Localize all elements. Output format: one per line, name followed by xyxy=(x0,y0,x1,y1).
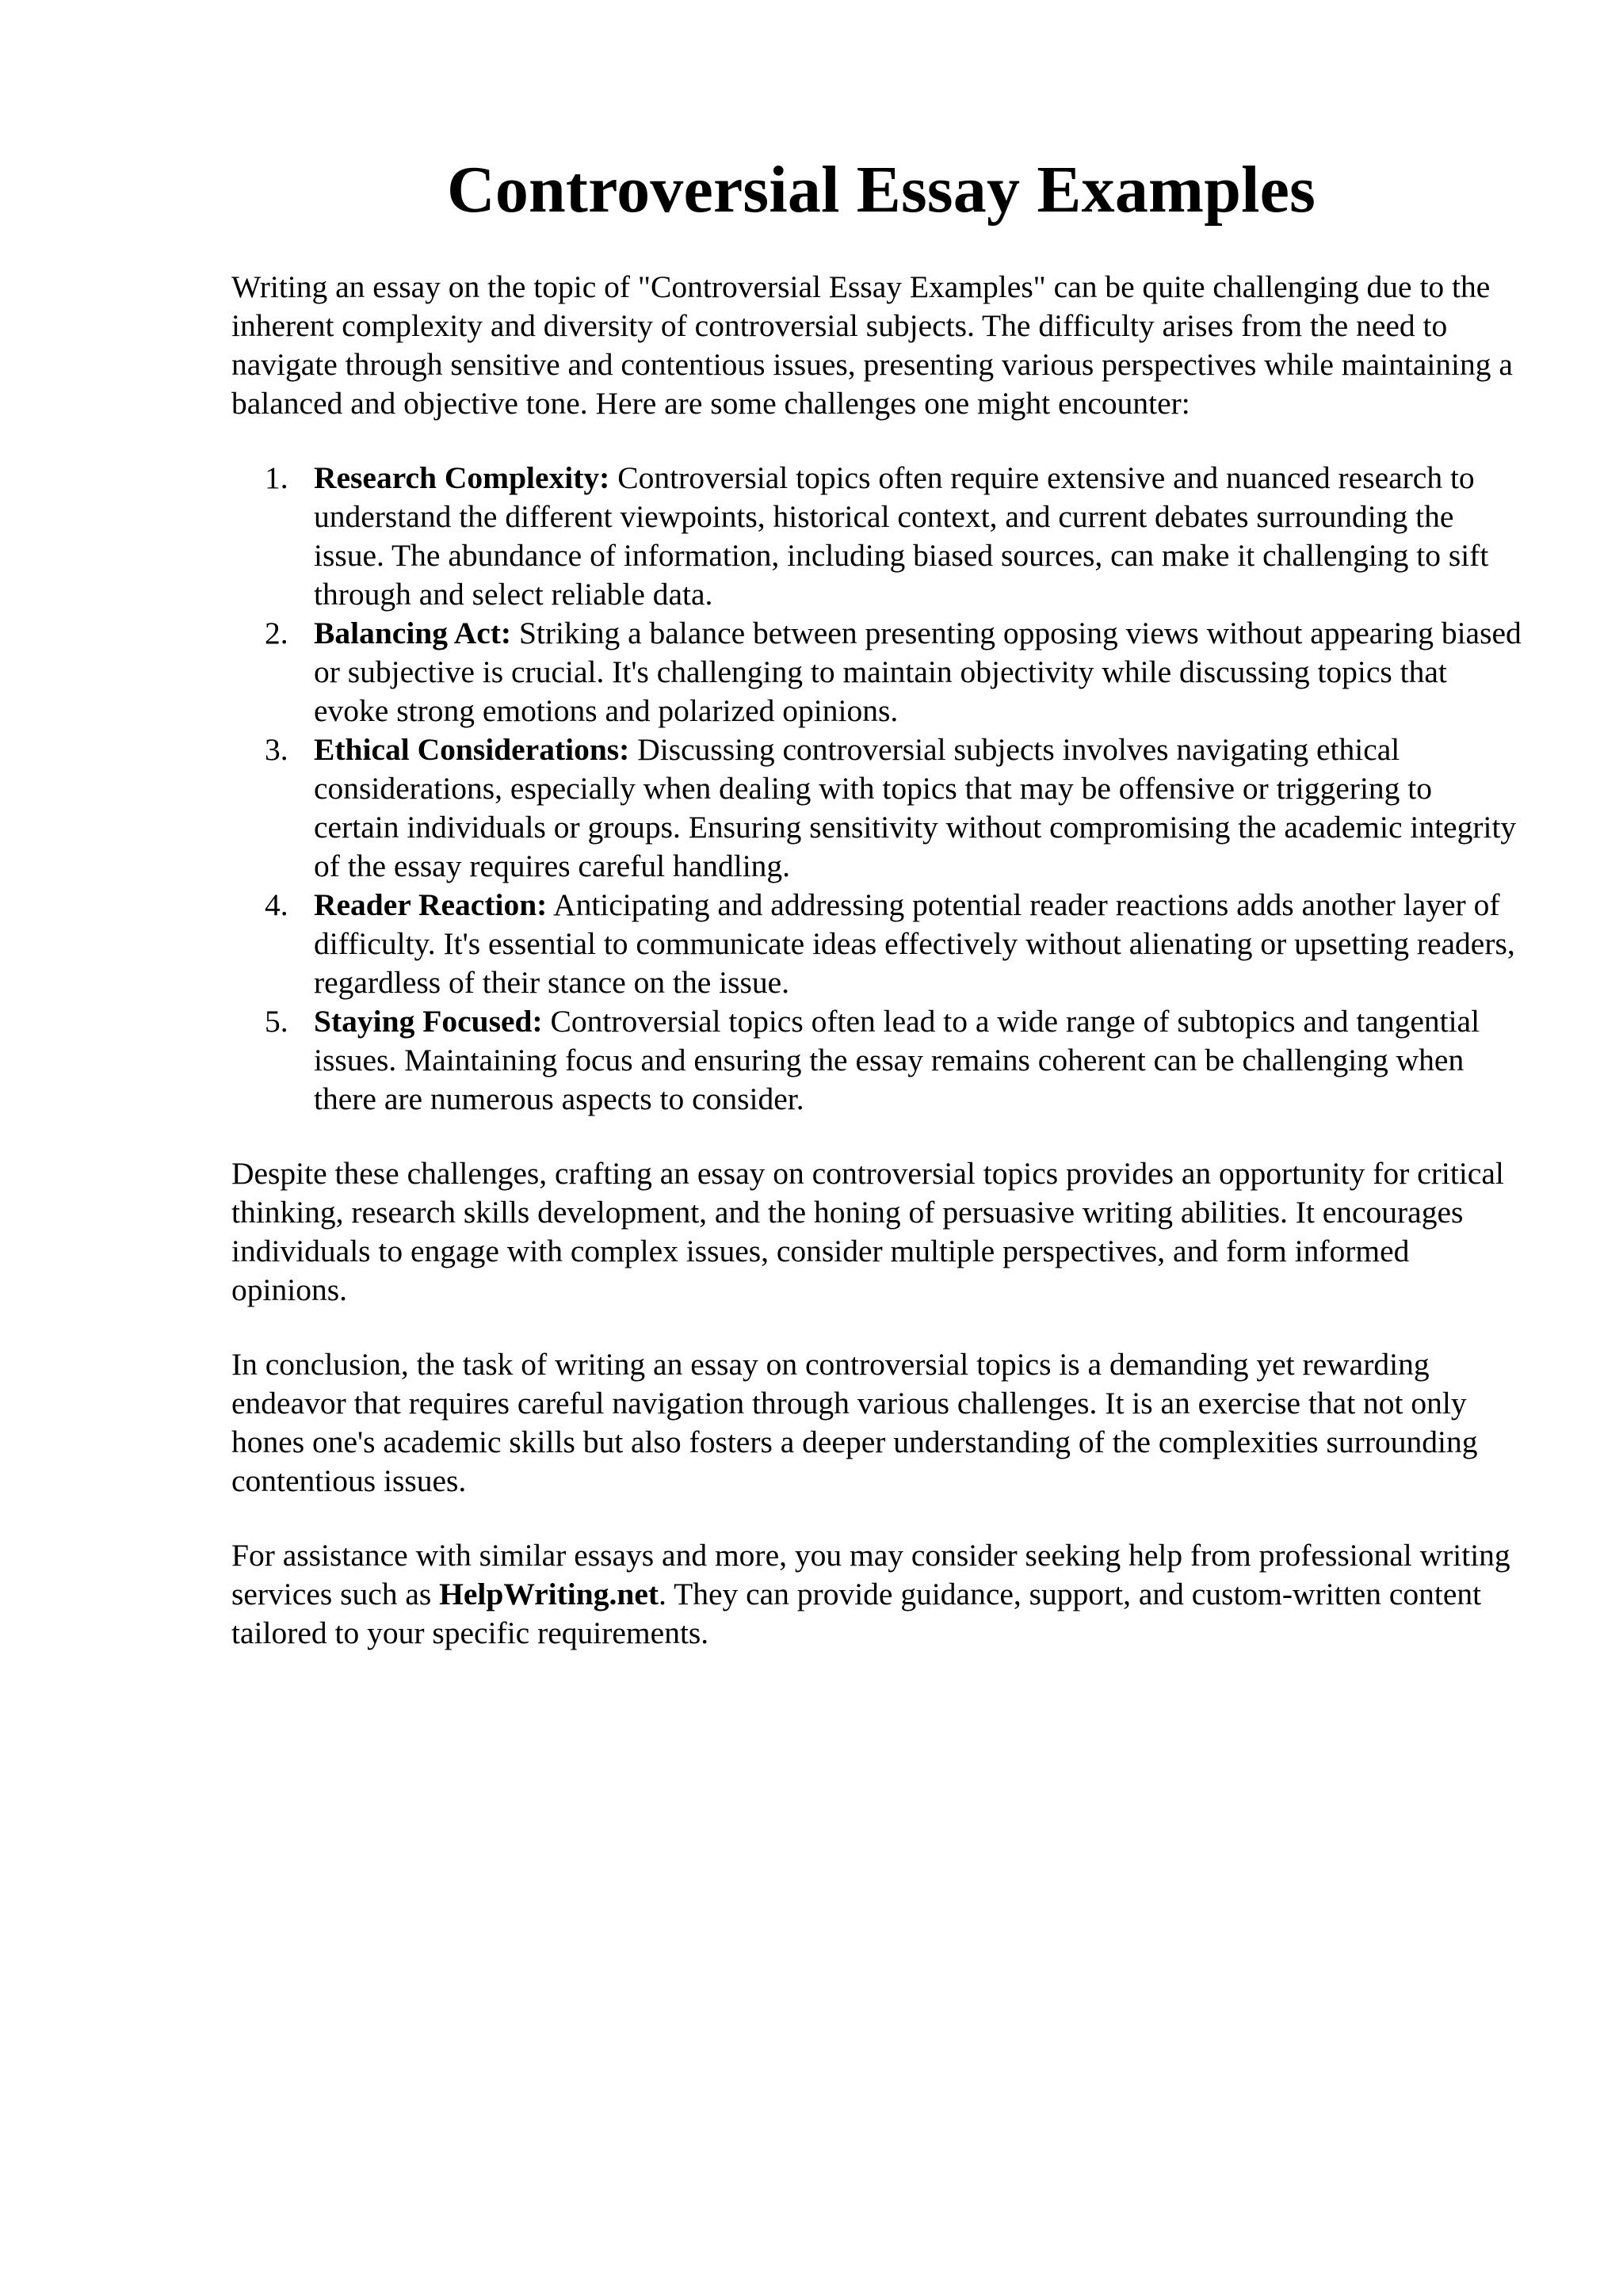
list-item xyxy=(314,614,1523,730)
list-item-heading: Balancing Act: xyxy=(314,616,512,650)
list-item-text: Controversial topics often require extensive and nuanced research to understand the different viewpoints, historical context, and current debates surrounding the issue. The abundance of information, including biased sources, can make it challenging to sift through and select reliable data. xyxy=(314,460,1489,612)
assistance-paragraph xyxy=(231,1536,1523,1653)
assistance-text-after: . They can provide guidance, support, and custom-written content tailored to your specific requirements. xyxy=(231,1577,1482,1650)
conclusion-paragraph: In conclusion, the task of writing an essay on controversial topics is a demanding yet rewarding endeavor that requires careful navigation through various challenges. It is an exercise that not only hones one's academic skills but also fosters a deeper understanding of the complexities surrounding contentious issues. xyxy=(231,1347,1478,1498)
assistance-text-before: For assistance with similar essays and more, you may consider seeking help from professional writing services such as xyxy=(231,1538,1510,1611)
list-item-heading: Reader Reaction: xyxy=(314,887,548,922)
despite-paragraph: Despite these challenges, crafting an essay on controversial topics provides an opportunity for critical thinking, research skills development, and the honing of persuasive writing abilities. It encourages individuals to engage with complex issues, consider multiple perspectives, and form informed opinions. xyxy=(231,1156,1504,1307)
list-item xyxy=(314,730,1523,886)
list-item-text: Controversial topics often lead to a wide range of subtopics and tangential issues. Maintaining focus and ensuring the essay remains coherent can be challenging when there are numerous aspects to consider. xyxy=(314,1004,1480,1116)
challenges-list xyxy=(231,459,1523,1119)
helpwriting-link[interactable]: HelpWriting.net xyxy=(439,1577,659,1611)
intro-paragraph: Writing an essay on the topic of "Controversial Essay Examples" can be quite challenging due to the inherent complexity and diversity of controversial subjects. The difficulty arises from the need to navigate through sensitive and contentious issues, presenting various perspectives while maintaining a balanced and objective tone. Here are some challenges one might encounter: xyxy=(231,269,1513,421)
list-item-text: Striking a balance between presenting opposing views without appearing biased or subjective is crucial. It's challenging to maintain objectivity while discussing topics that evoke strong emotions and polarized opinions. xyxy=(314,616,1522,728)
list-item xyxy=(314,459,1523,614)
page-title: Controversial Essay Examples xyxy=(446,153,1316,227)
list-item xyxy=(314,886,1523,1002)
list-item-text: Anticipating and addressing potential reader reactions adds another layer of difficulty. It's essential to communicate ideas effectively without alienating or upsetting readers, regardless of their stance on the issue. xyxy=(314,887,1515,1000)
list-item xyxy=(314,1002,1523,1119)
essay-body xyxy=(231,268,1523,1688)
list-item-heading: Ethical Considerations: xyxy=(314,732,630,767)
list-item-heading: Staying Focused: xyxy=(314,1004,543,1039)
list-item-text: Discussing controversial subjects involves navigating ethical considerations, especially when dealing with topics that may be offensive or triggering to certain individuals or groups. Ensuring sensitivity without compromising the academic integrity of the essay requires careful handling. xyxy=(314,732,1517,883)
list-item-heading: Research Complexity: xyxy=(314,460,610,495)
